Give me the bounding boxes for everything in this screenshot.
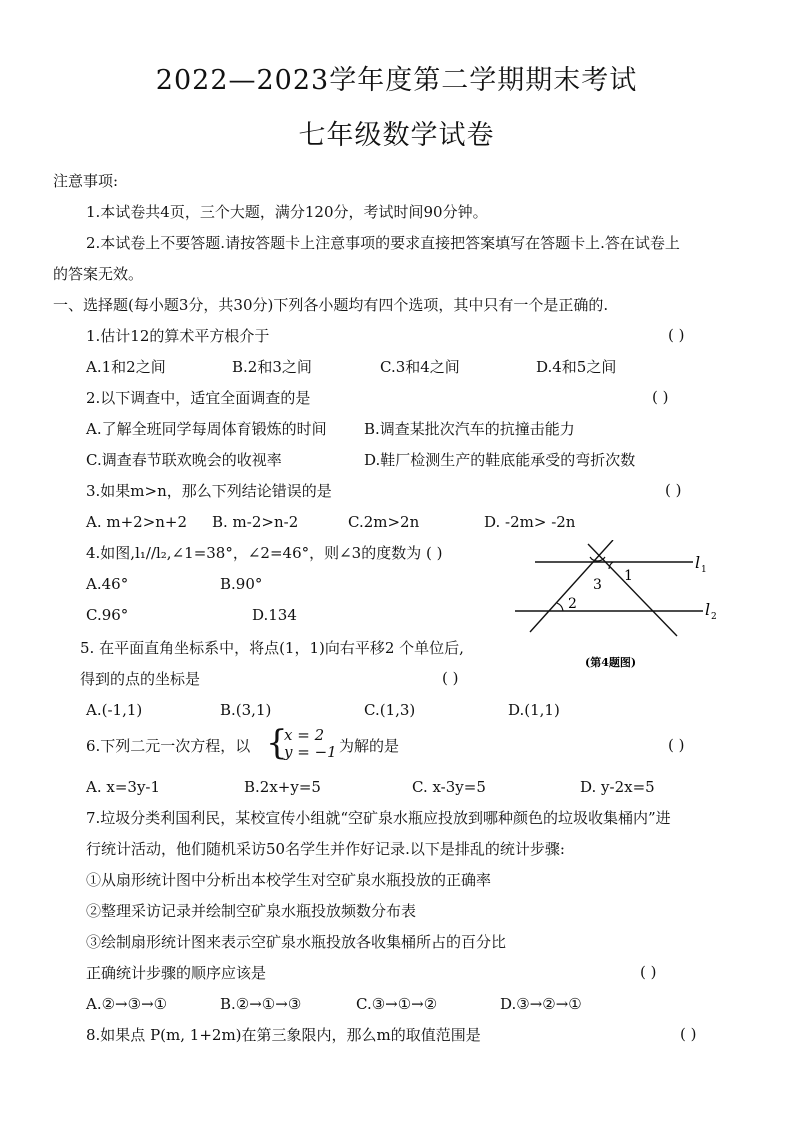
question-6-answer-paren: ( ) xyxy=(668,736,685,754)
question-7-option-d: D.③→②→① xyxy=(500,995,582,1013)
line-l1-label: l xyxy=(695,553,701,572)
question-3-stem: 3.如果m>n，那么下列结论错误的是 xyxy=(86,482,332,500)
equation-system-line-2: y = −1 xyxy=(284,743,337,761)
question-1-option-c: C.3和4之间 xyxy=(380,358,460,376)
question-3-answer-paren: ( ) xyxy=(665,481,682,499)
question-1-stem: 1.估计12的算术平方根介于 xyxy=(86,327,270,345)
question-2-stem: 2.以下调查中，适宜全面调查的是 xyxy=(86,389,311,407)
question-7-option-c: C.③→①→② xyxy=(356,995,438,1013)
question-1-option-b: B.2和3之间 xyxy=(232,358,312,376)
question-5-option-a: A.(-1,1) xyxy=(86,701,143,719)
line-l1-subscript: 1 xyxy=(701,565,707,575)
question-7-step-1: ①从扇形统计图中分析出本校学生对空矿泉水瓶投放的正确率 xyxy=(86,871,492,889)
question-3-option-b: B. m-2>n-2 xyxy=(212,513,299,531)
question-7-ask: 正确统计步骤的顺序应该是 xyxy=(86,964,267,982)
notice-item-2-cont: 的答案无效。 xyxy=(53,265,144,283)
equation-system-line-1: x = 2 xyxy=(284,726,325,744)
exam-subtitle: 七年级数学试卷 xyxy=(298,120,495,151)
equation-system-brace: { xyxy=(266,723,288,763)
question-1-option-d: D.4和5之间 xyxy=(536,358,617,376)
question-6-stem-tail: 为解的是 xyxy=(339,737,400,755)
angle-1-label: 1 xyxy=(624,568,633,584)
question-6-option-c: C. x-3y=5 xyxy=(412,778,486,796)
question-7-step-3: ③绘制扇形统计图来表示空矿泉水瓶投放各收集桶所占的百分比 xyxy=(86,933,507,951)
question-5-option-d: D.(1,1) xyxy=(508,701,560,719)
angle-2-label: 2 xyxy=(568,596,577,612)
notice-item-1: 1.本试卷共4页，三个大题，满分120分，考试时间90分钟。 xyxy=(86,203,488,221)
angle-3-label: 3 xyxy=(593,577,602,593)
question-7-option-a: A.②→③→① xyxy=(86,995,168,1013)
question-3-option-c: C.2m>2n xyxy=(348,513,420,531)
question-6-option-b: B.2x+y=5 xyxy=(244,778,321,796)
question-4-figure xyxy=(505,540,745,675)
question-7-stem: 7.垃圾分类利国利民，某校宣传小组就“空矿泉水瓶应投放到哪种颜色的垃圾收集桶内”进 xyxy=(86,809,671,827)
question-5-option-b: B.(3,1) xyxy=(220,701,272,719)
question-3-option-a: A. m+2>n+2 xyxy=(86,513,188,531)
exam-title: 2022—2023学年度第二学期期末考试 xyxy=(155,65,638,96)
question-4-stem: 4.如图,l₁//l₂,∠1=38°，∠2=46°，则∠3的度数为 ( ) xyxy=(86,544,443,562)
question-5-stem-cont: 得到的点的坐标是 xyxy=(80,670,201,688)
question-5-answer-paren: ( ) xyxy=(442,669,459,687)
line-l2-subscript: 2 xyxy=(711,612,717,622)
question-5-option-c: C.(1,3) xyxy=(364,701,416,719)
line-l2-label: l xyxy=(705,600,711,619)
question-3-option-d: D. -2m> -2n xyxy=(484,513,576,531)
notice-item-2: 2.本试卷上不要答题.请按答题卡上注意事项的要求直接把答案填写在答题卡上.答在试卷上 xyxy=(86,234,680,252)
question-7-answer-paren: ( ) xyxy=(640,963,657,981)
question-7-option-b: B.②→①→③ xyxy=(220,995,302,1013)
question-2-option-d: D.鞋厂检测生产的鞋底能承受的弯折次数 xyxy=(364,451,636,469)
figure-caption: (第4题图) xyxy=(585,656,637,669)
question-8-stem: 8.如果点 P(m, 1+2m)在第三象限内，那么m的取值范围是 xyxy=(86,1026,481,1044)
question-4-option-b: B.90° xyxy=(220,575,263,593)
angle-2-arc xyxy=(557,603,563,611)
question-6-stem: 6.下列二元一次方程，以 xyxy=(86,737,251,755)
question-4-option-a: A.46° xyxy=(86,575,129,593)
question-2-option-c: C.调查春节联欢晚会的收视率 xyxy=(86,451,282,469)
question-1-answer-paren: ( ) xyxy=(668,326,685,344)
question-7-stem-cont: 行统计活动，他们随机采访50名学生并作好记录.以下是排乱的统计步骤: xyxy=(86,840,565,858)
question-2-answer-paren: ( ) xyxy=(652,388,669,406)
section-heading: 一、选择题(每小题3分，共30分)下列各小题均有四个选项，其中只有一个是正确的. xyxy=(53,296,609,314)
notice-heading: 注意事项: xyxy=(53,172,119,190)
question-8-answer-paren: ( ) xyxy=(680,1025,697,1043)
question-1-option-a: A.1和2之间 xyxy=(86,358,166,376)
question-4-option-d: D.134 xyxy=(252,606,297,624)
question-6-option-a: A. x=3y-1 xyxy=(86,778,161,796)
question-6-option-d: D. y-2x=5 xyxy=(580,778,655,796)
question-2-option-a: A.了解全班同学每周体育锻炼的时间 xyxy=(86,420,327,438)
question-4-option-c: C.96° xyxy=(86,606,129,624)
question-7-step-2: ②整理采访记录并绘制空矿泉水瓶投放频数分布表 xyxy=(86,902,417,920)
question-2-option-b: B.调查某批次汽车的抗撞击能力 xyxy=(364,420,575,438)
question-5-stem: 5. 在平面直角坐标系中，将点(1，1)向右平移2 个单位后, xyxy=(80,639,464,657)
